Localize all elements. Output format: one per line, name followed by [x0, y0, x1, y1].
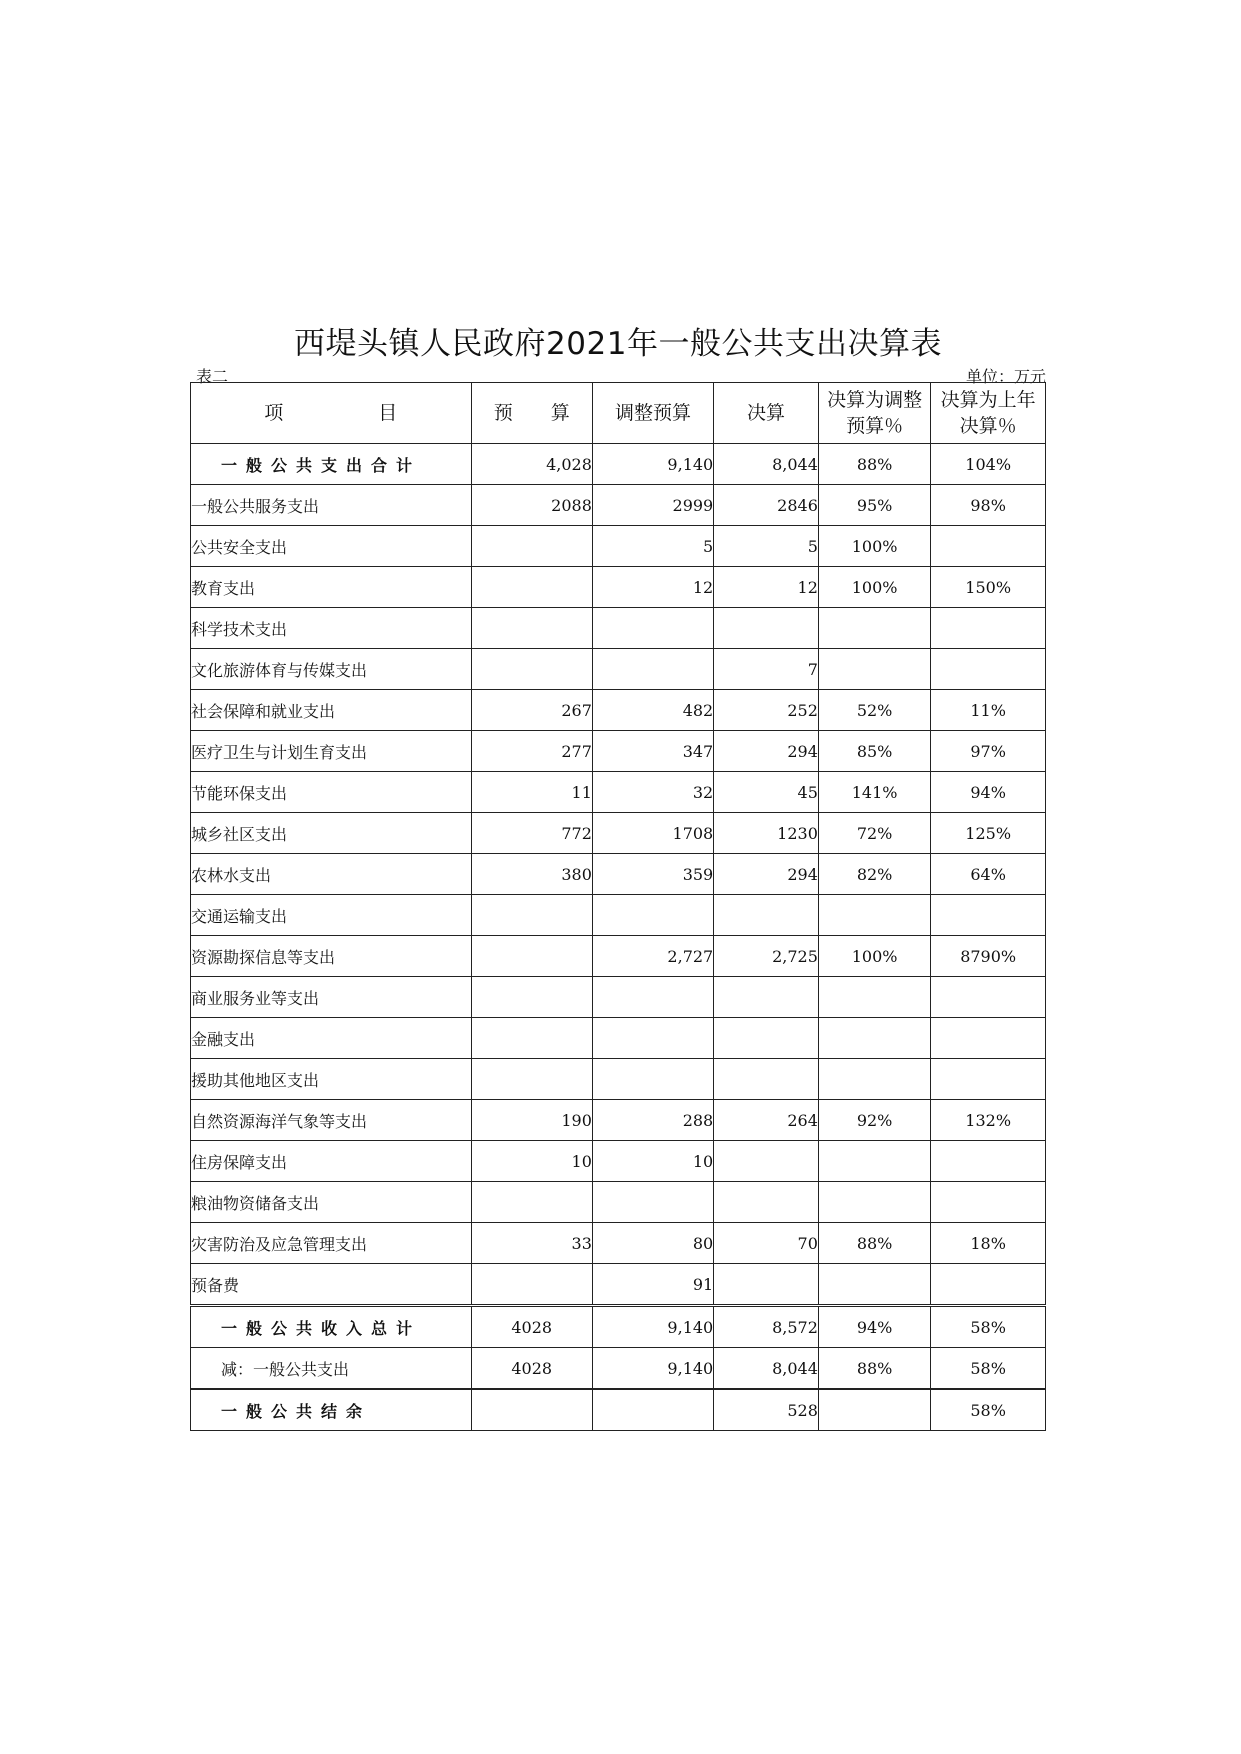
page-title: 西堤头镇人民政府2021年一般公共支出决算表	[294, 326, 942, 362]
cell-budget: 380	[471, 854, 592, 895]
cell-adjusted	[592, 977, 713, 1018]
cell-final: 45	[714, 772, 819, 813]
cell-pct-prev: 150%	[931, 567, 1046, 608]
cell-budget	[471, 1059, 592, 1100]
cell-pct-prev: 58%	[931, 1389, 1046, 1431]
cell-item: 一般公共服务支出	[191, 485, 472, 526]
cell-budget	[471, 1018, 592, 1059]
cell-pct-adjusted: 85%	[818, 731, 930, 772]
cell-final: 528	[714, 1389, 819, 1431]
table-row	[191, 485, 1046, 526]
cell-budget: 11	[471, 772, 592, 813]
table-row	[191, 1182, 1046, 1223]
cell-pct-prev	[931, 977, 1046, 1018]
cell-item: 商业服务业等支出	[191, 977, 472, 1018]
cell-pct-adjusted	[818, 895, 930, 936]
table-row	[191, 1306, 1046, 1348]
cell-pct-prev: 125%	[931, 813, 1046, 854]
cell-pct-prev	[931, 1182, 1046, 1223]
cell-pct-adjusted: 92%	[818, 1100, 930, 1141]
cell-item: 农林水支出	[191, 854, 472, 895]
cell-pct-prev: 132%	[931, 1100, 1046, 1141]
cell-budget	[471, 526, 592, 567]
table-row	[191, 526, 1046, 567]
cell-adjusted	[592, 895, 713, 936]
cell-final	[714, 1059, 819, 1100]
cell-adjusted: 347	[592, 731, 713, 772]
cell-pct-adjusted: 100%	[818, 936, 930, 977]
cell-item: 医疗卫生与计划生育支出	[191, 731, 472, 772]
cell-adjusted: 2,727	[592, 936, 713, 977]
cell-budget	[471, 567, 592, 608]
cell-item: 教育支出	[191, 567, 472, 608]
table-row	[191, 1100, 1046, 1141]
cell-item: 一般公共结余	[191, 1389, 472, 1431]
cell-pct-prev: 104%	[931, 444, 1046, 485]
table-row	[191, 649, 1046, 690]
cell-adjusted: 288	[592, 1100, 713, 1141]
cell-final: 294	[714, 731, 819, 772]
cell-pct-adjusted: 88%	[818, 444, 930, 485]
cell-final: 8,572	[714, 1306, 819, 1348]
table-row	[191, 1141, 1046, 1182]
cell-adjusted	[592, 1389, 713, 1431]
table-number: 表二	[196, 367, 229, 386]
cell-final	[714, 895, 819, 936]
cell-pct-adjusted	[818, 608, 930, 649]
cell-adjusted: 2999	[592, 485, 713, 526]
header-pct-adjusted: 决算为调整预算％	[818, 383, 930, 444]
table-row	[191, 608, 1046, 649]
cell-budget: 2088	[471, 485, 592, 526]
cell-final	[714, 1141, 819, 1182]
table-row	[191, 1264, 1046, 1306]
cell-budget	[471, 649, 592, 690]
cell-pct-adjusted: 88%	[818, 1223, 930, 1264]
cell-pct-prev: 58%	[931, 1348, 1046, 1390]
cell-budget	[471, 1182, 592, 1223]
cell-adjusted: 9,140	[592, 444, 713, 485]
cell-budget	[471, 895, 592, 936]
cell-pct-prev	[931, 608, 1046, 649]
cell-adjusted: 10	[592, 1141, 713, 1182]
cell-pct-adjusted: 88%	[818, 1348, 930, 1390]
cell-pct-prev: 64%	[931, 854, 1046, 895]
cell-item: 预备费	[191, 1264, 472, 1306]
cell-adjusted	[592, 1059, 713, 1100]
header-item: 项 目	[191, 383, 472, 444]
cell-final: 294	[714, 854, 819, 895]
cell-pct-prev: 11%	[931, 690, 1046, 731]
cell-adjusted	[592, 1182, 713, 1223]
cell-pct-adjusted	[818, 1059, 930, 1100]
cell-item: 灾害防治及应急管理支出	[191, 1223, 472, 1264]
cell-adjusted	[592, 649, 713, 690]
cell-pct-adjusted	[818, 977, 930, 1018]
cell-budget: 4028	[471, 1306, 592, 1348]
table-row	[191, 444, 1046, 485]
cell-pct-prev	[931, 895, 1046, 936]
cell-budget	[471, 1264, 592, 1306]
cell-item: 文化旅游体育与传媒支出	[191, 649, 472, 690]
cell-final: 1230	[714, 813, 819, 854]
cell-adjusted	[592, 608, 713, 649]
cell-item: 社会保障和就业支出	[191, 690, 472, 731]
cell-budget: 4028	[471, 1348, 592, 1390]
cell-item: 科学技术支出	[191, 608, 472, 649]
cell-adjusted: 359	[592, 854, 713, 895]
cell-item: 城乡社区支出	[191, 813, 472, 854]
cell-pct-adjusted: 95%	[818, 485, 930, 526]
cell-adjusted: 9,140	[592, 1348, 713, 1390]
cell-item: 一般公共支出合计	[191, 444, 472, 485]
cell-pct-adjusted	[818, 1141, 930, 1182]
table-row	[191, 1389, 1046, 1431]
unit-label: 单位：万元	[965, 367, 1046, 386]
cell-final	[714, 608, 819, 649]
table-row	[191, 690, 1046, 731]
expenditure-table	[190, 382, 1046, 1431]
table-row	[191, 936, 1046, 977]
cell-pct-prev	[931, 1018, 1046, 1059]
cell-pct-adjusted	[818, 1264, 930, 1306]
cell-final: 8,044	[714, 1348, 819, 1390]
cell-item: 交通运输支出	[191, 895, 472, 936]
cell-budget	[471, 977, 592, 1018]
cell-item: 减：一般公共支出	[191, 1348, 472, 1390]
cell-budget: 4,028	[471, 444, 592, 485]
table-row	[191, 854, 1046, 895]
header-budget: 预 算	[471, 383, 592, 444]
cell-item: 粮油物资储备支出	[191, 1182, 472, 1223]
cell-pct-adjusted	[818, 1018, 930, 1059]
cell-item: 援助其他地区支出	[191, 1059, 472, 1100]
table-row	[191, 895, 1046, 936]
cell-final	[714, 1182, 819, 1223]
cell-budget: 772	[471, 813, 592, 854]
table-row	[191, 1018, 1046, 1059]
header-row	[191, 383, 1046, 444]
cell-pct-prev	[931, 1264, 1046, 1306]
table-row	[191, 977, 1046, 1018]
cell-adjusted: 91	[592, 1264, 713, 1306]
cell-pct-adjusted: 52%	[818, 690, 930, 731]
cell-pct-prev: 18%	[931, 1223, 1046, 1264]
cell-adjusted: 32	[592, 772, 713, 813]
cell-final: 12	[714, 567, 819, 608]
cell-adjusted: 80	[592, 1223, 713, 1264]
cell-pct-adjusted	[818, 1182, 930, 1223]
cell-item: 金融支出	[191, 1018, 472, 1059]
cell-final: 7	[714, 649, 819, 690]
cell-budget	[471, 608, 592, 649]
table-row	[191, 731, 1046, 772]
cell-budget	[471, 1389, 592, 1431]
cell-adjusted: 9,140	[592, 1306, 713, 1348]
header-pct-prev: 决算为上年决算％	[931, 383, 1046, 444]
cell-pct-prev	[931, 526, 1046, 567]
cell-pct-adjusted	[818, 1389, 930, 1431]
cell-final: 264	[714, 1100, 819, 1141]
cell-pct-prev: 97%	[931, 731, 1046, 772]
table-row	[191, 813, 1046, 854]
cell-item: 资源勘探信息等支出	[191, 936, 472, 977]
cell-adjusted: 12	[592, 567, 713, 608]
cell-pct-prev: 94%	[931, 772, 1046, 813]
cell-adjusted: 482	[592, 690, 713, 731]
cell-adjusted: 5	[592, 526, 713, 567]
cell-budget: 190	[471, 1100, 592, 1141]
cell-adjusted: 1708	[592, 813, 713, 854]
cell-item: 住房保障支出	[191, 1141, 472, 1182]
cell-budget: 10	[471, 1141, 592, 1182]
cell-final: 252	[714, 690, 819, 731]
cell-final: 8,044	[714, 444, 819, 485]
cell-item: 节能环保支出	[191, 772, 472, 813]
cell-final	[714, 1018, 819, 1059]
cell-final: 5	[714, 526, 819, 567]
cell-pct-adjusted	[818, 649, 930, 690]
cell-pct-adjusted: 141%	[818, 772, 930, 813]
cell-pct-prev	[931, 1059, 1046, 1100]
cell-pct-adjusted: 82%	[818, 854, 930, 895]
cell-pct-adjusted: 94%	[818, 1306, 930, 1348]
cell-pct-prev: 98%	[931, 485, 1046, 526]
header-adjusted: 调整预算	[592, 383, 713, 444]
cell-pct-adjusted: 100%	[818, 526, 930, 567]
cell-pct-adjusted: 72%	[818, 813, 930, 854]
cell-pct-prev	[931, 1141, 1046, 1182]
cell-pct-adjusted: 100%	[818, 567, 930, 608]
cell-budget: 277	[471, 731, 592, 772]
cell-item: 一般公共收入总计	[191, 1306, 472, 1348]
cell-budget	[471, 936, 592, 977]
cell-pct-prev: 58%	[931, 1306, 1046, 1348]
cell-final: 2846	[714, 485, 819, 526]
cell-item: 自然资源海洋气象等支出	[191, 1100, 472, 1141]
cell-final	[714, 977, 819, 1018]
table-row	[191, 772, 1046, 813]
table-row	[191, 1348, 1046, 1390]
cell-pct-prev	[931, 649, 1046, 690]
cell-final: 2,725	[714, 936, 819, 977]
cell-final: 70	[714, 1223, 819, 1264]
table-row	[191, 567, 1046, 608]
table-row	[191, 1223, 1046, 1264]
cell-pct-prev: 8790%	[931, 936, 1046, 977]
cell-budget: 33	[471, 1223, 592, 1264]
header-final: 决算	[714, 383, 819, 444]
cell-item: 公共安全支出	[191, 526, 472, 567]
cell-final	[714, 1264, 819, 1306]
table-row	[191, 1059, 1046, 1100]
cell-adjusted	[592, 1018, 713, 1059]
cell-budget: 267	[471, 690, 592, 731]
